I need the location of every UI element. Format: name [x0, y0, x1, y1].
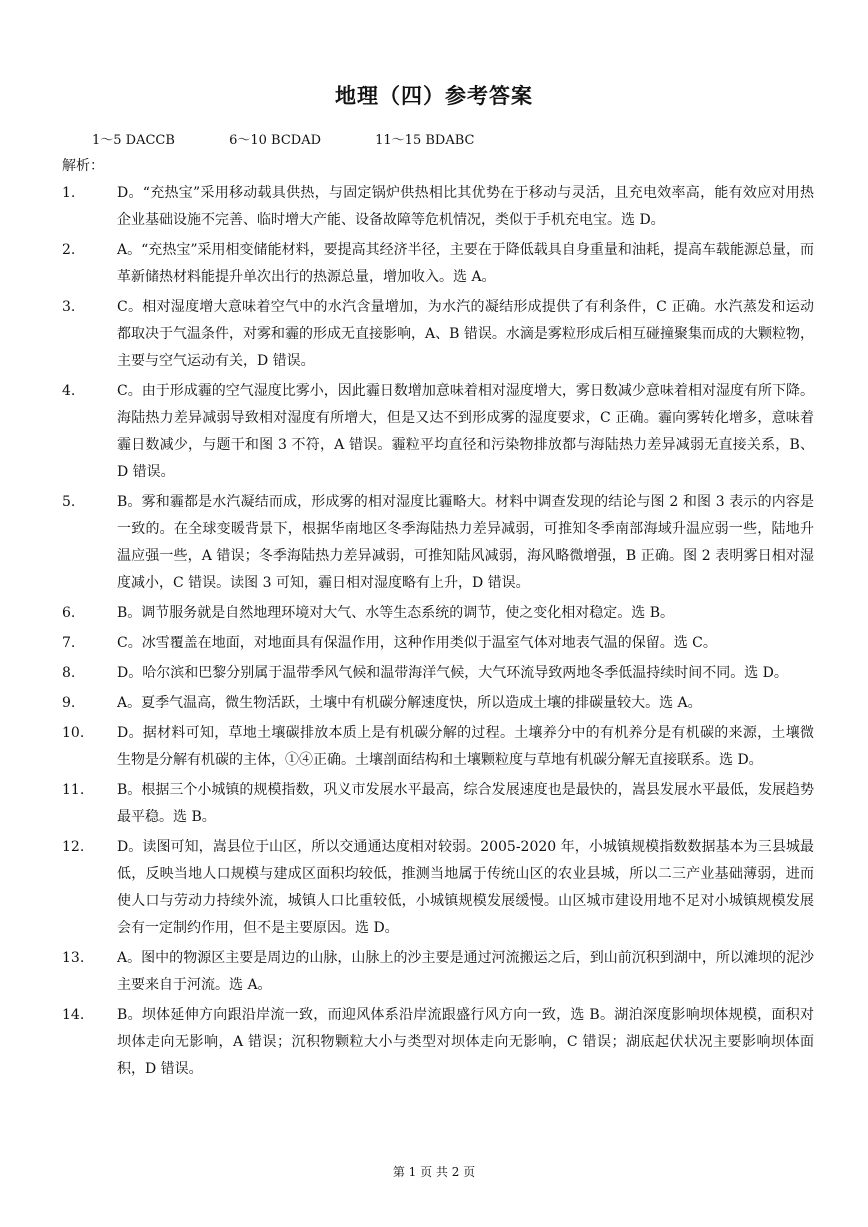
analysis-label: 解析：	[62, 158, 104, 174]
item-number: 11.	[62, 782, 85, 798]
item-number: 5.	[62, 494, 76, 510]
analysis-item	[62, 180, 814, 234]
item-text: D。“充热宝”采用移动载具供热，与固定锅炉供热相比其优势在于移动与灵活，且充电效率高，能有效应对用热企业基础设施不完善、临时增大产能、设备故障等危机情况，类似于手机充电宝。选 D。	[117, 185, 814, 228]
page-footer: 第 1 页 共 2 页	[392, 1165, 476, 1179]
item-number: 14.	[62, 1007, 85, 1023]
analysis-item	[62, 777, 814, 831]
item-text: C。由于形成霾的空气湿度比雾小，因此霾日数增加意味着相对湿度增大，雾日数减少意味着相对湿度有所下降。海陆热力差异减弱导致相对湿度有所增大，但是又达不到形成雾的湿度要求，C 正确。霾向雾转化增多，意味着霾日数减少，与题干和图 3 不符，A 错误。霾粒平均直径和污染物排放都与海陆热力差异减弱无直接关系，B、D 错误。	[117, 383, 814, 480]
analysis-item	[62, 489, 814, 597]
analysis-item	[62, 630, 814, 657]
item-number: 1.	[62, 185, 76, 201]
analysis-item	[62, 720, 814, 774]
analysis-item	[62, 834, 814, 942]
item-number: 3.	[62, 299, 76, 315]
analysis-list	[62, 180, 814, 1086]
item-number: 9.	[62, 695, 76, 711]
item-text: D。哈尔滨和巴黎分别属于温带季风气候和温带海洋气候，大气环流导致两地冬季低温持续时间不同。选 D。	[117, 665, 788, 681]
item-number: 4.	[62, 383, 76, 399]
item-text: C。相对湿度增大意味着空气中的水汽含量增加，为水汽的凝结形成提供了有利条件，C 正确。水汽蒸发和运动都取决于气温条件，对雾和霾的形成无直接影响，A、B 错误。水滴是雾粒形成后相互碰撞聚集而成的大颗粒物，主要与空气运动有关，D 错误。	[117, 299, 814, 369]
item-number: 6.	[62, 605, 76, 621]
analysis-item	[62, 294, 814, 375]
item-number: 7.	[62, 635, 76, 651]
item-text: A。“充热宝”采用相变储能材料，要提高其经济半径，主要在于降低载具自身重量和油耗，提高车载能源总量，而革新储热材料能提升单次出行的热源总量，增加收入。选 A。	[117, 242, 814, 285]
item-text: D。读图可知，嵩县位于山区，所以交通通达度相对较弱。2005-2020 年，小城镇规模指数数据基本为三县城最低，反映当地人口规模与建成区面积均较低，推测当地属于传统山区的农业县城，所以二三产业基础薄弱，进而使人口与劳动力持续外流，城镇人口比重较低，小城镇规模发展缓慢。山区城市建设用地不足对小城镇规模发展会有一定制约作用，但不是主要原因。选 D。	[117, 839, 814, 936]
item-number: 10.	[62, 725, 85, 741]
analysis-item	[62, 600, 814, 627]
item-text: B。调节服务就是自然地理环境对大气、水等生态系统的调节，使之变化相对稳定。选 B。	[117, 605, 675, 621]
analysis-item	[62, 1002, 814, 1083]
analysis-item	[62, 237, 814, 291]
item-number: 2.	[62, 242, 76, 258]
item-text: B。根据三个小城镇的规模指数，巩义市发展水平最高，综合发展速度也是最快的，嵩县发展水平最低，发展趋势最平稳。选 B。	[117, 782, 814, 825]
answer-group: 11～15 BDABC	[375, 133, 475, 148]
item-text: C。冰雪覆盖在地面，对地面具有保温作用，这种作用类似于温室气体对地表气温的保留。选 C。	[117, 635, 717, 651]
item-text: A。图中的物源区主要是周边的山脉，山脉上的沙主要是通过河流搬运之后，到山前沉积到湖中，所以滩坝的泥沙主要来自于河流。选 A。	[117, 950, 814, 993]
analysis-item	[62, 378, 814, 486]
item-text: B。雾和霾都是水汽凝结而成，形成雾的相对湿度比霾略大。材料中调查发现的结论与图 2 和图 3 表示的内容是一致的。在全球变暖背景下，根据华南地区冬季海陆热力差异减弱，可推知冬季南部海域升温应弱一些，陆地升温应强一些，A 错误；冬季海陆热力差异减弱，可推知陆风减弱，海风略微增强，B 正确。图 2 表明雾日相对湿度减小，C 错误。读图 3 可知，霾日相对湿度略有上升，D 错误。	[117, 494, 814, 591]
analysis-item	[62, 660, 814, 687]
answer-group: 6～10 BCDAD	[229, 133, 321, 148]
analysis-item	[62, 945, 814, 999]
item-text: D。据材料可知，草地土壤碳排放本质上是有机碳分解的过程。土壤养分中的有机养分是有机碳的来源，土壤微生物是分解有机碳的主体，①④正确。土壤剖面结构和土壤颗粒度与草地有机碳分解无直接联系。选 D。	[117, 725, 814, 768]
item-text: A。夏季气温高，微生物活跃，土壤中有机碳分解速度快，所以造成土壤的排碳量较大。选 A。	[117, 695, 702, 711]
item-number: 13.	[62, 950, 85, 966]
item-number: 8.	[62, 665, 76, 681]
item-number: 12.	[62, 839, 85, 855]
answer-key	[92, 129, 524, 148]
page-title: 地理（四）参考答案	[335, 84, 533, 108]
analysis-item	[62, 690, 814, 717]
answer-group: 1～5 DACCB	[92, 133, 175, 148]
item-text: B。坝体延伸方向跟沿岸流一致，而迎风体系沿岸流跟盛行风方向一致，选 B。湖泊深度影响坝体规模，面积对坝体走向无影响，A 错误；沉积物颗粒大小与类型对坝体走向无影响，C 错误；湖底起伏状况主要影响坝体面积，D 错误。	[117, 1007, 814, 1077]
